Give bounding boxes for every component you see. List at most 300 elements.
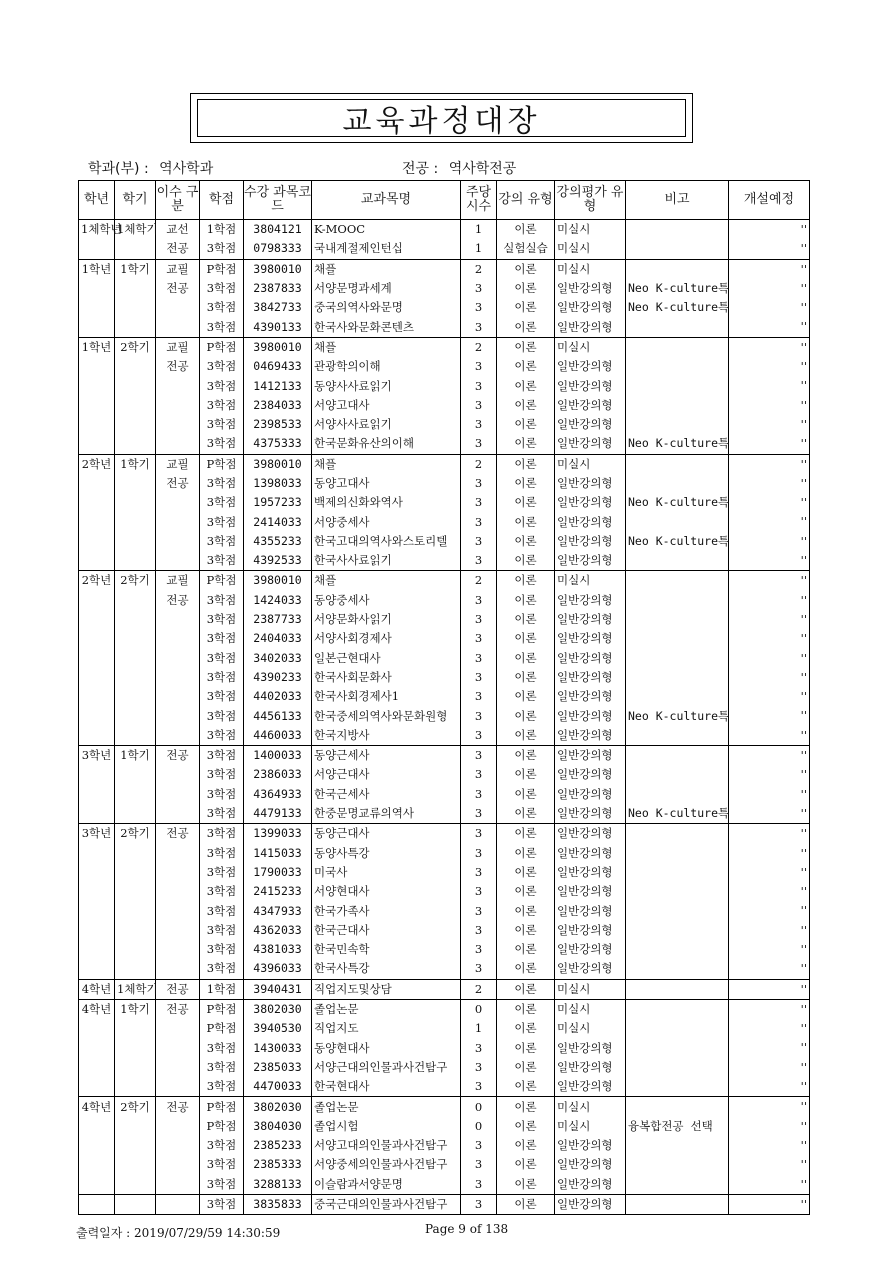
cell-semester [115, 901, 156, 920]
cell-course-name: 한국근세사 [312, 785, 461, 804]
cell-credit: P학점 [200, 259, 244, 279]
cell-lecture-type: 이론 [497, 1194, 555, 1214]
cell-code: 4347933 [244, 901, 312, 920]
cell-year [79, 706, 115, 725]
cell-course-name: 한국사회문화사 [312, 668, 461, 687]
cell-course-name: 관광학의이해 [312, 357, 461, 376]
cell-category: 전공 [156, 1097, 200, 1117]
cell-remarks [626, 454, 729, 474]
cell-remarks [626, 571, 729, 591]
table-row [79, 434, 810, 454]
cell-planned: '' [729, 357, 810, 376]
table-row [79, 882, 810, 901]
cell-semester: 2학기 [115, 1097, 156, 1117]
cell-category [156, 882, 200, 901]
cell-eval-type: 미실시 [555, 999, 626, 1019]
cell-year [79, 1038, 115, 1057]
cell-code: 3835833 [244, 1194, 312, 1214]
cell-hours: 0 [461, 999, 497, 1019]
cell-lecture-type: 이론 [497, 959, 555, 979]
cell-remarks [626, 1097, 729, 1117]
cell-lecture-type: 이론 [497, 804, 555, 824]
cell-semester [115, 629, 156, 648]
cell-code: 2386033 [244, 765, 312, 784]
cell-course-name: 졸업논문 [312, 1097, 461, 1117]
cell-course-name: 졸업시험 [312, 1117, 461, 1136]
cell-remarks [626, 629, 729, 648]
cell-semester: 1체학기 [115, 220, 156, 240]
cell-lecture-type: 이론 [497, 863, 555, 882]
cell-code: 2385233 [244, 1136, 312, 1155]
header-lecture-type: 강의 유형 [497, 181, 555, 220]
cell-category [156, 1136, 200, 1155]
cell-lecture-type: 이론 [497, 687, 555, 706]
cell-semester [115, 357, 156, 376]
cell-semester [115, 649, 156, 668]
cell-year [79, 940, 115, 959]
cell-semester [115, 940, 156, 959]
cell-lecture-type: 이론 [497, 1175, 555, 1195]
cell-semester [115, 863, 156, 882]
cell-remarks [626, 1077, 729, 1097]
cell-category [156, 1175, 200, 1195]
cell-semester [115, 765, 156, 784]
cell-remarks: Neo K-culture특 [626, 298, 729, 317]
cell-lecture-type: 이론 [497, 454, 555, 474]
cell-category: 교필 [156, 454, 200, 474]
cell-category [156, 434, 200, 454]
cell-lecture-type: 이론 [497, 1136, 555, 1155]
cell-semester: 1학기 [115, 999, 156, 1019]
cell-lecture-type: 이론 [497, 220, 555, 240]
cell-hours: 1 [461, 220, 497, 240]
cell-remarks [626, 376, 729, 395]
cell-category [156, 1155, 200, 1174]
cell-credit: 3학점 [200, 610, 244, 629]
cell-course-name: 서양근대사 [312, 765, 461, 784]
cell-eval-type: 일반강의형 [555, 551, 626, 571]
cell-remarks [626, 1194, 729, 1214]
cell-credit: 3학점 [200, 474, 244, 493]
cell-code: 3940530 [244, 1019, 312, 1038]
cell-remarks [626, 551, 729, 571]
table-row [79, 396, 810, 415]
cell-year [79, 357, 115, 376]
cell-semester [115, 921, 156, 940]
cell-lecture-type: 이론 [497, 493, 555, 512]
cell-lecture-type: 이론 [497, 532, 555, 551]
table-row [79, 610, 810, 629]
cell-lecture-type: 이론 [497, 649, 555, 668]
cell-category [156, 493, 200, 512]
cell-category [156, 415, 200, 434]
cell-course-name: 직업지도 [312, 1019, 461, 1038]
cell-category: 교필 [156, 571, 200, 591]
cell-category [156, 1194, 200, 1214]
cell-year [79, 610, 115, 629]
cell-eval-type: 일반강의형 [555, 940, 626, 959]
document-title: 교육과정대장 [197, 99, 686, 137]
cell-lecture-type: 이론 [497, 999, 555, 1019]
cell-planned: '' [729, 765, 810, 784]
cell-credit: 3학점 [200, 415, 244, 434]
cell-credit: 3학점 [200, 882, 244, 901]
cell-course-name: 서양문명과세계 [312, 279, 461, 298]
cell-code: 4470033 [244, 1077, 312, 1097]
cell-code: 2385033 [244, 1058, 312, 1077]
cell-hours: 3 [461, 493, 497, 512]
cell-credit: 3학점 [200, 824, 244, 844]
cell-credit: 3학점 [200, 1038, 244, 1057]
department-label: 학과(부) [88, 161, 140, 177]
cell-semester [115, 1038, 156, 1057]
cell-code: 2415233 [244, 882, 312, 901]
header-row [79, 181, 810, 220]
department-meta [88, 158, 213, 178]
cell-planned: '' [729, 434, 810, 454]
cell-remarks [626, 863, 729, 882]
cell-course-name: 동양중세사 [312, 591, 461, 610]
table-row [79, 298, 810, 317]
cell-eval-type: 일반강의형 [555, 298, 626, 317]
cell-semester [115, 376, 156, 395]
cell-lecture-type: 이론 [497, 706, 555, 725]
cell-code: 1790033 [244, 863, 312, 882]
cell-lecture-type: 이론 [497, 629, 555, 648]
cell-year [79, 629, 115, 648]
cell-course-name: 직업지도및상담 [312, 979, 461, 999]
cell-category [156, 863, 200, 882]
cell-eval-type: 일반강의형 [555, 959, 626, 979]
cell-year: 1학년 [79, 259, 115, 279]
cell-year: 4학년 [79, 999, 115, 1019]
cell-eval-type: 일반강의형 [555, 863, 626, 882]
cell-semester: 1체학기 [115, 979, 156, 999]
cell-lecture-type: 이론 [497, 785, 555, 804]
cell-lecture-type: 이론 [497, 940, 555, 959]
cell-eval-type: 일반강의형 [555, 726, 626, 746]
cell-hours: 3 [461, 882, 497, 901]
cell-course-name: 서양중세의인물과사건탐구 [312, 1155, 461, 1174]
cell-year [79, 279, 115, 298]
cell-remarks [626, 668, 729, 687]
cell-credit: 3학점 [200, 629, 244, 648]
cell-semester [115, 687, 156, 706]
cell-hours: 3 [461, 396, 497, 415]
cell-hours: 3 [461, 1194, 497, 1214]
cell-year [79, 532, 115, 551]
cell-planned: '' [729, 804, 810, 824]
cell-course-name: 한국사사료읽기 [312, 551, 461, 571]
cell-planned: '' [729, 532, 810, 551]
cell-credit: 3학점 [200, 1136, 244, 1155]
table-row [79, 220, 810, 240]
cell-eval-type: 일반강의형 [555, 921, 626, 940]
cell-eval-type: 일반강의형 [555, 376, 626, 395]
table-row [79, 1058, 810, 1077]
cell-remarks [626, 979, 729, 999]
cell-hours: 3 [461, 376, 497, 395]
cell-hours: 3 [461, 591, 497, 610]
cell-semester [115, 1058, 156, 1077]
cell-lecture-type: 이론 [497, 1058, 555, 1077]
cell-remarks [626, 785, 729, 804]
table-row [79, 317, 810, 337]
cell-category: 전공 [156, 591, 200, 610]
cell-remarks [626, 259, 729, 279]
cell-planned: '' [729, 1058, 810, 1077]
cell-planned: '' [729, 279, 810, 298]
cell-credit: 3학점 [200, 493, 244, 512]
cell-planned: '' [729, 1117, 810, 1136]
cell-category: 전공 [156, 824, 200, 844]
colon: : [433, 161, 439, 177]
cell-category: 교필 [156, 259, 200, 279]
table-row [79, 454, 810, 474]
table-row [79, 726, 810, 746]
cell-lecture-type: 이론 [497, 1097, 555, 1117]
header-code: 수강 과목코드 [244, 181, 312, 220]
cell-planned: '' [729, 1019, 810, 1038]
table-row [79, 1175, 810, 1195]
table-row [79, 591, 810, 610]
cell-planned: '' [729, 298, 810, 317]
cell-hours: 3 [461, 532, 497, 551]
cell-code: 0469433 [244, 357, 312, 376]
cell-category [156, 317, 200, 337]
cell-semester: 1학기 [115, 259, 156, 279]
cell-semester [115, 434, 156, 454]
cell-category [156, 376, 200, 395]
cell-planned: '' [729, 1136, 810, 1155]
cell-planned: '' [729, 726, 810, 746]
cell-remarks [626, 512, 729, 531]
cell-year [79, 317, 115, 337]
cell-hours: 3 [461, 317, 497, 337]
cell-code: 4364933 [244, 785, 312, 804]
cell-category [156, 512, 200, 531]
table-row [79, 959, 810, 979]
cell-code: 4460033 [244, 726, 312, 746]
cell-category [156, 551, 200, 571]
cell-semester [115, 474, 156, 493]
cell-course-name: 중국의역사와문명 [312, 298, 461, 317]
table-row [79, 1019, 810, 1038]
cell-semester [115, 1136, 156, 1155]
table-row [79, 357, 810, 376]
cell-lecture-type: 이론 [497, 1117, 555, 1136]
cell-hours: 3 [461, 668, 497, 687]
cell-credit: 3학점 [200, 940, 244, 959]
header-course-name: 교과목명 [312, 181, 461, 220]
cell-remarks: Neo K-culture특 [626, 706, 729, 725]
cell-planned: '' [729, 863, 810, 882]
cell-credit: 3학점 [200, 668, 244, 687]
cell-hours: 3 [461, 512, 497, 531]
cell-semester [115, 804, 156, 824]
cell-planned: '' [729, 824, 810, 844]
cell-course-name: 채플 [312, 337, 461, 357]
cell-eval-type: 일반강의형 [555, 1175, 626, 1195]
cell-remarks [626, 239, 729, 259]
cell-year [79, 591, 115, 610]
cell-course-name: 동양현대사 [312, 1038, 461, 1057]
table-row [79, 279, 810, 298]
cell-course-name: 졸업논문 [312, 999, 461, 1019]
cell-planned: '' [729, 1155, 810, 1174]
cell-lecture-type: 이론 [497, 1077, 555, 1097]
cell-hours: 3 [461, 1038, 497, 1057]
cell-semester [115, 726, 156, 746]
cell-category [156, 1058, 200, 1077]
cell-course-name: 이슬람과서양문명 [312, 1175, 461, 1195]
cell-code: 0798333 [244, 239, 312, 259]
cell-course-name: 중국근대의인물과사건탐구 [312, 1194, 461, 1214]
cell-credit: 3학점 [200, 746, 244, 766]
cell-planned: '' [729, 493, 810, 512]
cell-year: 1학년 [79, 337, 115, 357]
cell-code: 1415033 [244, 844, 312, 863]
cell-remarks [626, 649, 729, 668]
header-year: 학년 [79, 181, 115, 220]
cell-hours: 3 [461, 298, 497, 317]
cell-lecture-type: 이론 [497, 415, 555, 434]
cell-lecture-type: 이론 [497, 337, 555, 357]
cell-credit: 3학점 [200, 649, 244, 668]
cell-category: 전공 [156, 999, 200, 1019]
cell-category [156, 726, 200, 746]
cell-hours: 3 [461, 921, 497, 940]
page-number: Page 9 of 138 [425, 1222, 509, 1236]
cell-course-name: 서양사사료읽기 [312, 415, 461, 434]
table-row [79, 706, 810, 725]
cell-credit: 3학점 [200, 512, 244, 531]
cell-course-name: 한중문명교류의역사 [312, 804, 461, 824]
cell-planned: '' [729, 220, 810, 240]
cell-remarks [626, 415, 729, 434]
cell-course-name: 동양고대사 [312, 474, 461, 493]
cell-code: 4390133 [244, 317, 312, 337]
cell-hours: 3 [461, 706, 497, 725]
cell-eval-type: 일반강의형 [555, 317, 626, 337]
cell-hours: 2 [461, 979, 497, 999]
cell-category [156, 668, 200, 687]
cell-eval-type: 미실시 [555, 454, 626, 474]
cell-planned: '' [729, 454, 810, 474]
cell-lecture-type: 이론 [497, 824, 555, 844]
cell-year [79, 921, 115, 940]
cell-remarks [626, 1175, 729, 1195]
cell-category [156, 1038, 200, 1057]
cell-code: 3980010 [244, 259, 312, 279]
cell-year [79, 239, 115, 259]
cell-year [79, 882, 115, 901]
cell-eval-type: 일반강의형 [555, 1194, 626, 1214]
cell-semester [115, 1077, 156, 1097]
cell-semester [115, 1155, 156, 1174]
cell-lecture-type: 실험실습 [497, 239, 555, 259]
cell-category [156, 649, 200, 668]
table-row [79, 532, 810, 551]
cell-code: 2384033 [244, 396, 312, 415]
cell-eval-type: 미실시 [555, 979, 626, 999]
cell-course-name: 서양사회경제사 [312, 629, 461, 648]
cell-semester [115, 493, 156, 512]
cell-category [156, 610, 200, 629]
print-date: 출력일자 : 2019/07/29/59 14:30:59 [76, 1226, 281, 1240]
cell-planned: '' [729, 959, 810, 979]
cell-credit: 3학점 [200, 1058, 244, 1077]
cell-course-name: 한국지방사 [312, 726, 461, 746]
cell-category [156, 940, 200, 959]
cell-credit: 3학점 [200, 863, 244, 882]
cell-credit: 1학점 [200, 979, 244, 999]
cell-semester [115, 1117, 156, 1136]
table-row [79, 999, 810, 1019]
cell-remarks [626, 687, 729, 706]
cell-course-name: 한국가족사 [312, 901, 461, 920]
cell-category [156, 706, 200, 725]
title-box [190, 93, 693, 143]
cell-code: 3804030 [244, 1117, 312, 1136]
cell-lecture-type: 이론 [497, 591, 555, 610]
cell-planned: '' [729, 591, 810, 610]
cell-credit: 3학점 [200, 687, 244, 706]
cell-lecture-type: 이론 [497, 901, 555, 920]
cell-year: 3학년 [79, 746, 115, 766]
cell-hours: 3 [461, 785, 497, 804]
cell-eval-type: 일반강의형 [555, 474, 626, 493]
cell-planned: '' [729, 921, 810, 940]
table-row [79, 1117, 810, 1136]
cell-year [79, 1175, 115, 1195]
cell-category: 전공 [156, 279, 200, 298]
table-row [79, 649, 810, 668]
table-row [79, 940, 810, 959]
cell-lecture-type: 이론 [497, 668, 555, 687]
cell-eval-type: 일반강의형 [555, 532, 626, 551]
cell-hours: 3 [461, 629, 497, 648]
cell-course-name: 서양현대사 [312, 882, 461, 901]
cell-eval-type: 미실시 [555, 571, 626, 591]
table-row [79, 512, 810, 531]
cell-year [79, 687, 115, 706]
curriculum-table [78, 180, 810, 1215]
cell-planned: '' [729, 1175, 810, 1195]
cell-course-name: 서양근대의인물과사건탐구 [312, 1058, 461, 1077]
table-row [79, 687, 810, 706]
table-row [79, 804, 810, 824]
cell-year [79, 551, 115, 571]
cell-eval-type: 일반강의형 [555, 765, 626, 784]
cell-remarks [626, 1038, 729, 1057]
cell-code: 3402033 [244, 649, 312, 668]
cell-category: 전공 [156, 474, 200, 493]
cell-category: 전공 [156, 357, 200, 376]
cell-semester: 1학기 [115, 454, 156, 474]
cell-semester [115, 551, 156, 571]
cell-hours: 3 [461, 1155, 497, 1174]
cell-semester [115, 706, 156, 725]
cell-code: 3980010 [244, 571, 312, 591]
cell-eval-type: 일반강의형 [555, 493, 626, 512]
cell-credit: P학점 [200, 337, 244, 357]
cell-remarks [626, 940, 729, 959]
cell-category [156, 687, 200, 706]
cell-category: 교선 [156, 220, 200, 240]
cell-course-name: 한국현대사 [312, 1077, 461, 1097]
cell-course-name: 미국사 [312, 863, 461, 882]
